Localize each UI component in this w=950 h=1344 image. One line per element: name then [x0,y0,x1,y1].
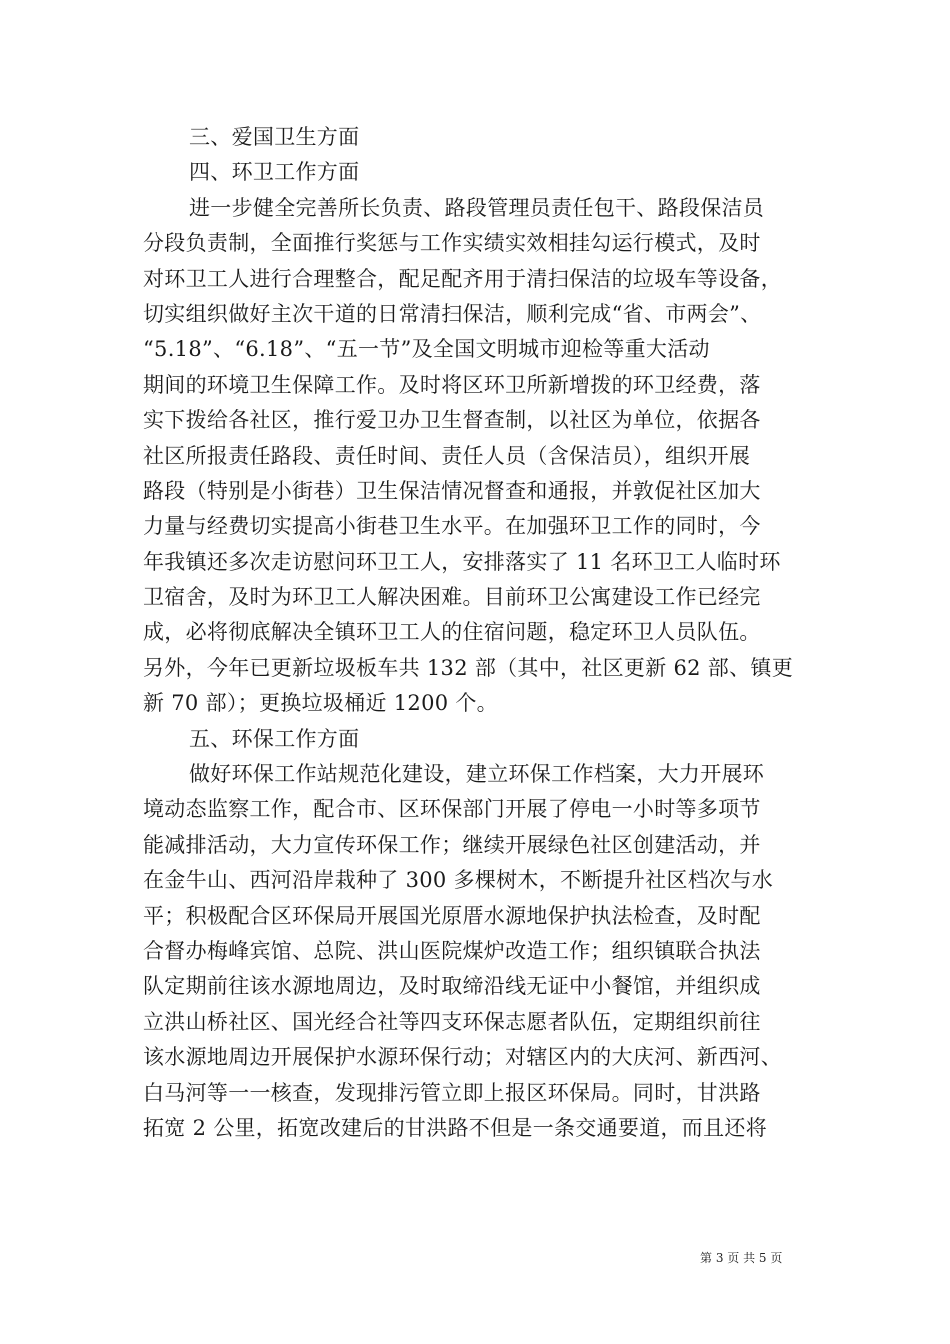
paragraph-line: 拓宽 2 公里，拓宽改建后的甘洪路不但是一条交通要道，而且还将 [143,1115,768,1140]
paragraph-line: 卫宿舍，及时为环卫工人解决困难。目前环卫公寓建设工作已经完 [143,585,761,610]
paragraph-line: 路段（特别是小街巷）卫生保洁情况督查和通报，并敦促社区加大 [143,478,761,503]
paragraph-line: 该水源地周边开展保护水源环保行动；对辖区内的大庆河、新西河、 [143,1045,782,1070]
document-body [143,120,813,1146]
paragraph-line: 平；积极配合区环保局开展国光原厝水源地保护执法检查，及时配 [143,903,761,928]
paragraph-line: 社区所报责任路段、责任时间、责任人员（含保洁员），组织开展 [143,443,751,468]
paragraph-line-indented: 五、环保工作方面 [189,726,360,751]
paragraph-line: 成，必将彻底解决全镇环卫工人的住宿问题，稳定环卫人员队伍。 [143,620,761,645]
paragraph-line: 年我镇还多次走访慰问环卫工人，安排落实了 11 名环卫工人临时环 [143,549,781,574]
paragraph-line: 实下拨给各社区，推行爱卫办卫生督查制，以社区为单位，依据各 [143,408,761,433]
paragraph-line: 对环卫工人进行合理整合，配足配齐用于清扫保洁的垃圾车等设备， [143,266,782,291]
paragraph-line: 合督办梅峰宾馆、总院、洪山医院煤炉改造工作；组织镇联合执法 [143,938,761,963]
paragraph-line: 力量与经费切实提高小街巷卫生水平。在加强环卫工作的同时，今 [143,514,761,539]
paragraph-line: 境动态监察工作，配合市、区环保部门开展了停电一小时等多项节 [143,797,761,822]
page-number: 第 3 页 共 5 页 [700,1251,783,1265]
paragraph-line: 分段负责制，全面推行奖惩与工作实绩实效相挂勾运行模式，及时 [143,231,761,256]
paragraph-line-indented: 四、环卫工作方面 [189,160,360,185]
paragraph-line: 切实组织做好主次干道的日常清扫保洁，顺利完成“省、市两会”、 [143,301,762,326]
paragraph-line-indented: 进一步健全完善所长负责、路段管理员责任包干、路段保洁员 [189,195,765,220]
paragraph-line: 立洪山桥社区、国光经合社等四支环保志愿者队伍，定期组织前往 [143,1009,761,1034]
paragraph-line: 新 70 部）；更换垃圾桶近 1200 个。 [143,691,498,716]
paragraph-line: 在金牛山、西河沿岸栽种了 300 多棵树木，不断提升社区档次与水 [143,868,774,893]
paragraph-line: 队定期前往该水源地周边，及时取缔沿线无证中小餐馆，并组织成 [143,974,761,999]
paragraph-line-indented: 做好环保工作站规范化建设，建立环保工作档案，大力开展环 [189,762,765,787]
paragraph-line: 能减排活动，大力宣传环保工作；继续开展绿色社区创建活动，并 [143,832,761,857]
paragraph-line-indented: 三、爱国卫生方面 [189,125,360,149]
paragraph-line: 期间的环境卫生保障工作。及时将区环卫所新增拨的环卫经费，落 [143,372,761,397]
paragraph-line: 白马河等一一核查，发现排污管立即上报区环保局。同时，甘洪路 [143,1080,761,1105]
paragraph-line: “5.18”、“6.18”、“五一节”及全国文明城市迎检等重大活动 [143,337,710,362]
paragraph-line: 另外，今年已更新垃圾板车共 132 部（其中，社区更新 62 部、镇更 [143,655,794,680]
